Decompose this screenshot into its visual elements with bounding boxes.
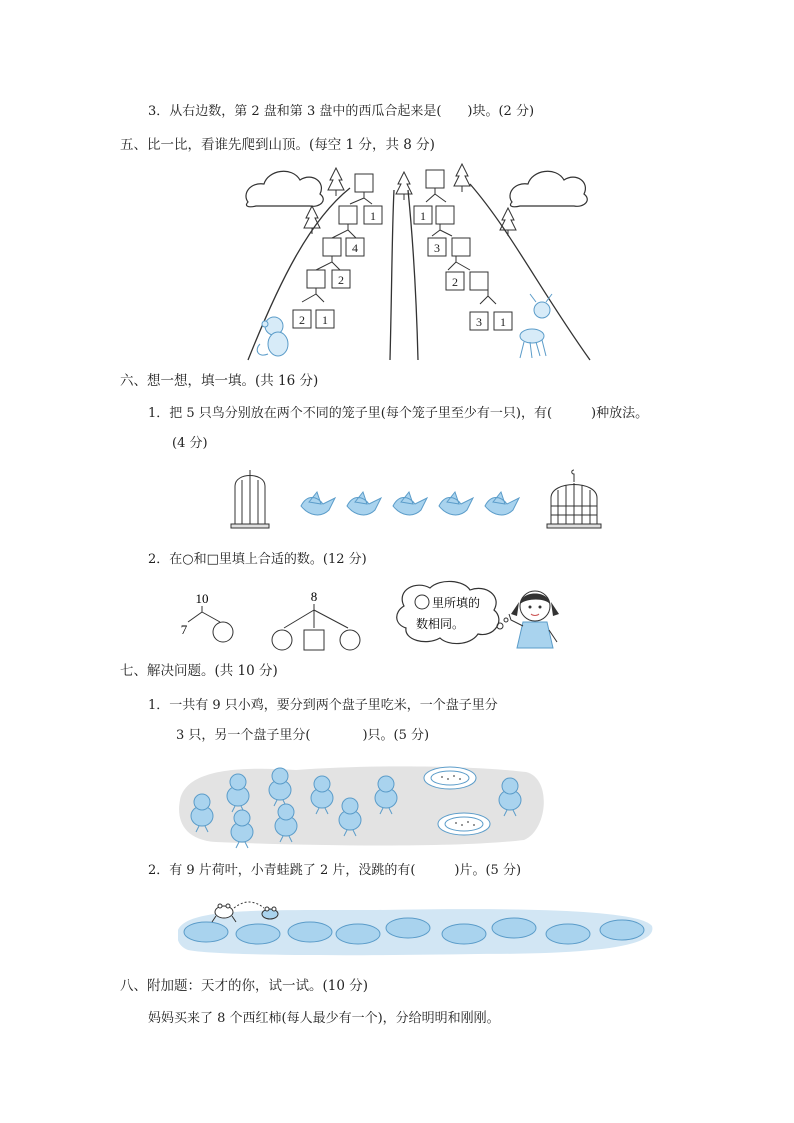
tree1-top: 10 [195, 591, 209, 606]
q6-1-text: 1．把 5 只鸟分别放在两个不同的笼子里(每个笼子里至少有一只)，有( )种放法。 [148, 406, 649, 421]
right-num-1: 1 [420, 209, 426, 223]
answer-circle [213, 622, 233, 642]
right-num-3: 2 [452, 275, 458, 289]
tree-icon [304, 164, 516, 236]
q6-2-text: 2．在○和□里填上合适的数。(12 分) [148, 552, 367, 567]
left-number-tree [293, 174, 382, 328]
bird-icon [301, 492, 519, 515]
q8-line1: 妈妈买来了 8 个西红柿(每人最少有一个)，分给明明和刚刚。 [148, 1011, 500, 1026]
answer-square [304, 630, 324, 650]
right-num-2: 3 [434, 241, 440, 255]
right-num-5: 1 [500, 315, 506, 329]
answer-circle [340, 630, 360, 650]
right-number-tree [414, 170, 512, 330]
number-split-trees [176, 588, 376, 652]
bubble-line2: 数相同。 [416, 617, 465, 631]
section-5-heading: 五、比一比，看谁先爬到山顶。(每空 1 分，共 8 分) [120, 137, 435, 153]
tree2-top: 8 [310, 589, 318, 604]
left-num-3: 2 [338, 273, 344, 287]
left-mountain-inner [390, 190, 394, 360]
left-num-4: 2 [299, 313, 305, 327]
section-8-heading: 八、附加题：天才的你，试一试。(10 分) [120, 978, 369, 994]
monkey-icon [257, 317, 288, 356]
circle-symbol [415, 595, 429, 609]
q5-3-text: 3．从右边数，第 2 盘和第 3 盘中的西瓜合起来是( )块。(2 分) [148, 104, 535, 119]
tree1-left: 7 [180, 622, 188, 637]
left-num-2: 4 [352, 241, 358, 255]
right-num-4: 3 [476, 315, 482, 329]
section-7-heading: 七、解决问题。(共 10 分) [120, 663, 278, 679]
deer-icon [520, 294, 552, 358]
cage-icon [231, 470, 269, 528]
mountain-climb-diagram [240, 160, 600, 364]
thought-bubble [390, 580, 510, 648]
cloud-left [246, 171, 323, 206]
q7-1-line2: 3 只，另一个盘子里分( )只。(5 分) [176, 728, 430, 743]
bubble-line1: 里所填的 [432, 596, 481, 610]
cage-icon [547, 470, 601, 528]
girl-icon [505, 586, 567, 652]
lily-pads-and-frogs [178, 898, 654, 958]
birds-and-cages [225, 468, 605, 532]
q7-1-line1: 1．一共有 9 只小鸡，要分到两个盘子里吃米，一个盘子里分 [148, 698, 498, 713]
q7-2-text: 2．有 9 片荷叶，小青蛙跳了 2 片，没跳的有( )片。(5 分) [148, 863, 522, 878]
section-6-heading: 六、想一想，填一填。(共 16 分) [120, 373, 319, 389]
answer-circle [272, 630, 292, 650]
chicks-and-plates [176, 760, 552, 850]
cloud-right [510, 171, 587, 206]
left-num-1: 1 [370, 209, 376, 223]
left-num-5: 1 [322, 313, 328, 327]
q6-1-score: (4 分) [172, 436, 208, 451]
